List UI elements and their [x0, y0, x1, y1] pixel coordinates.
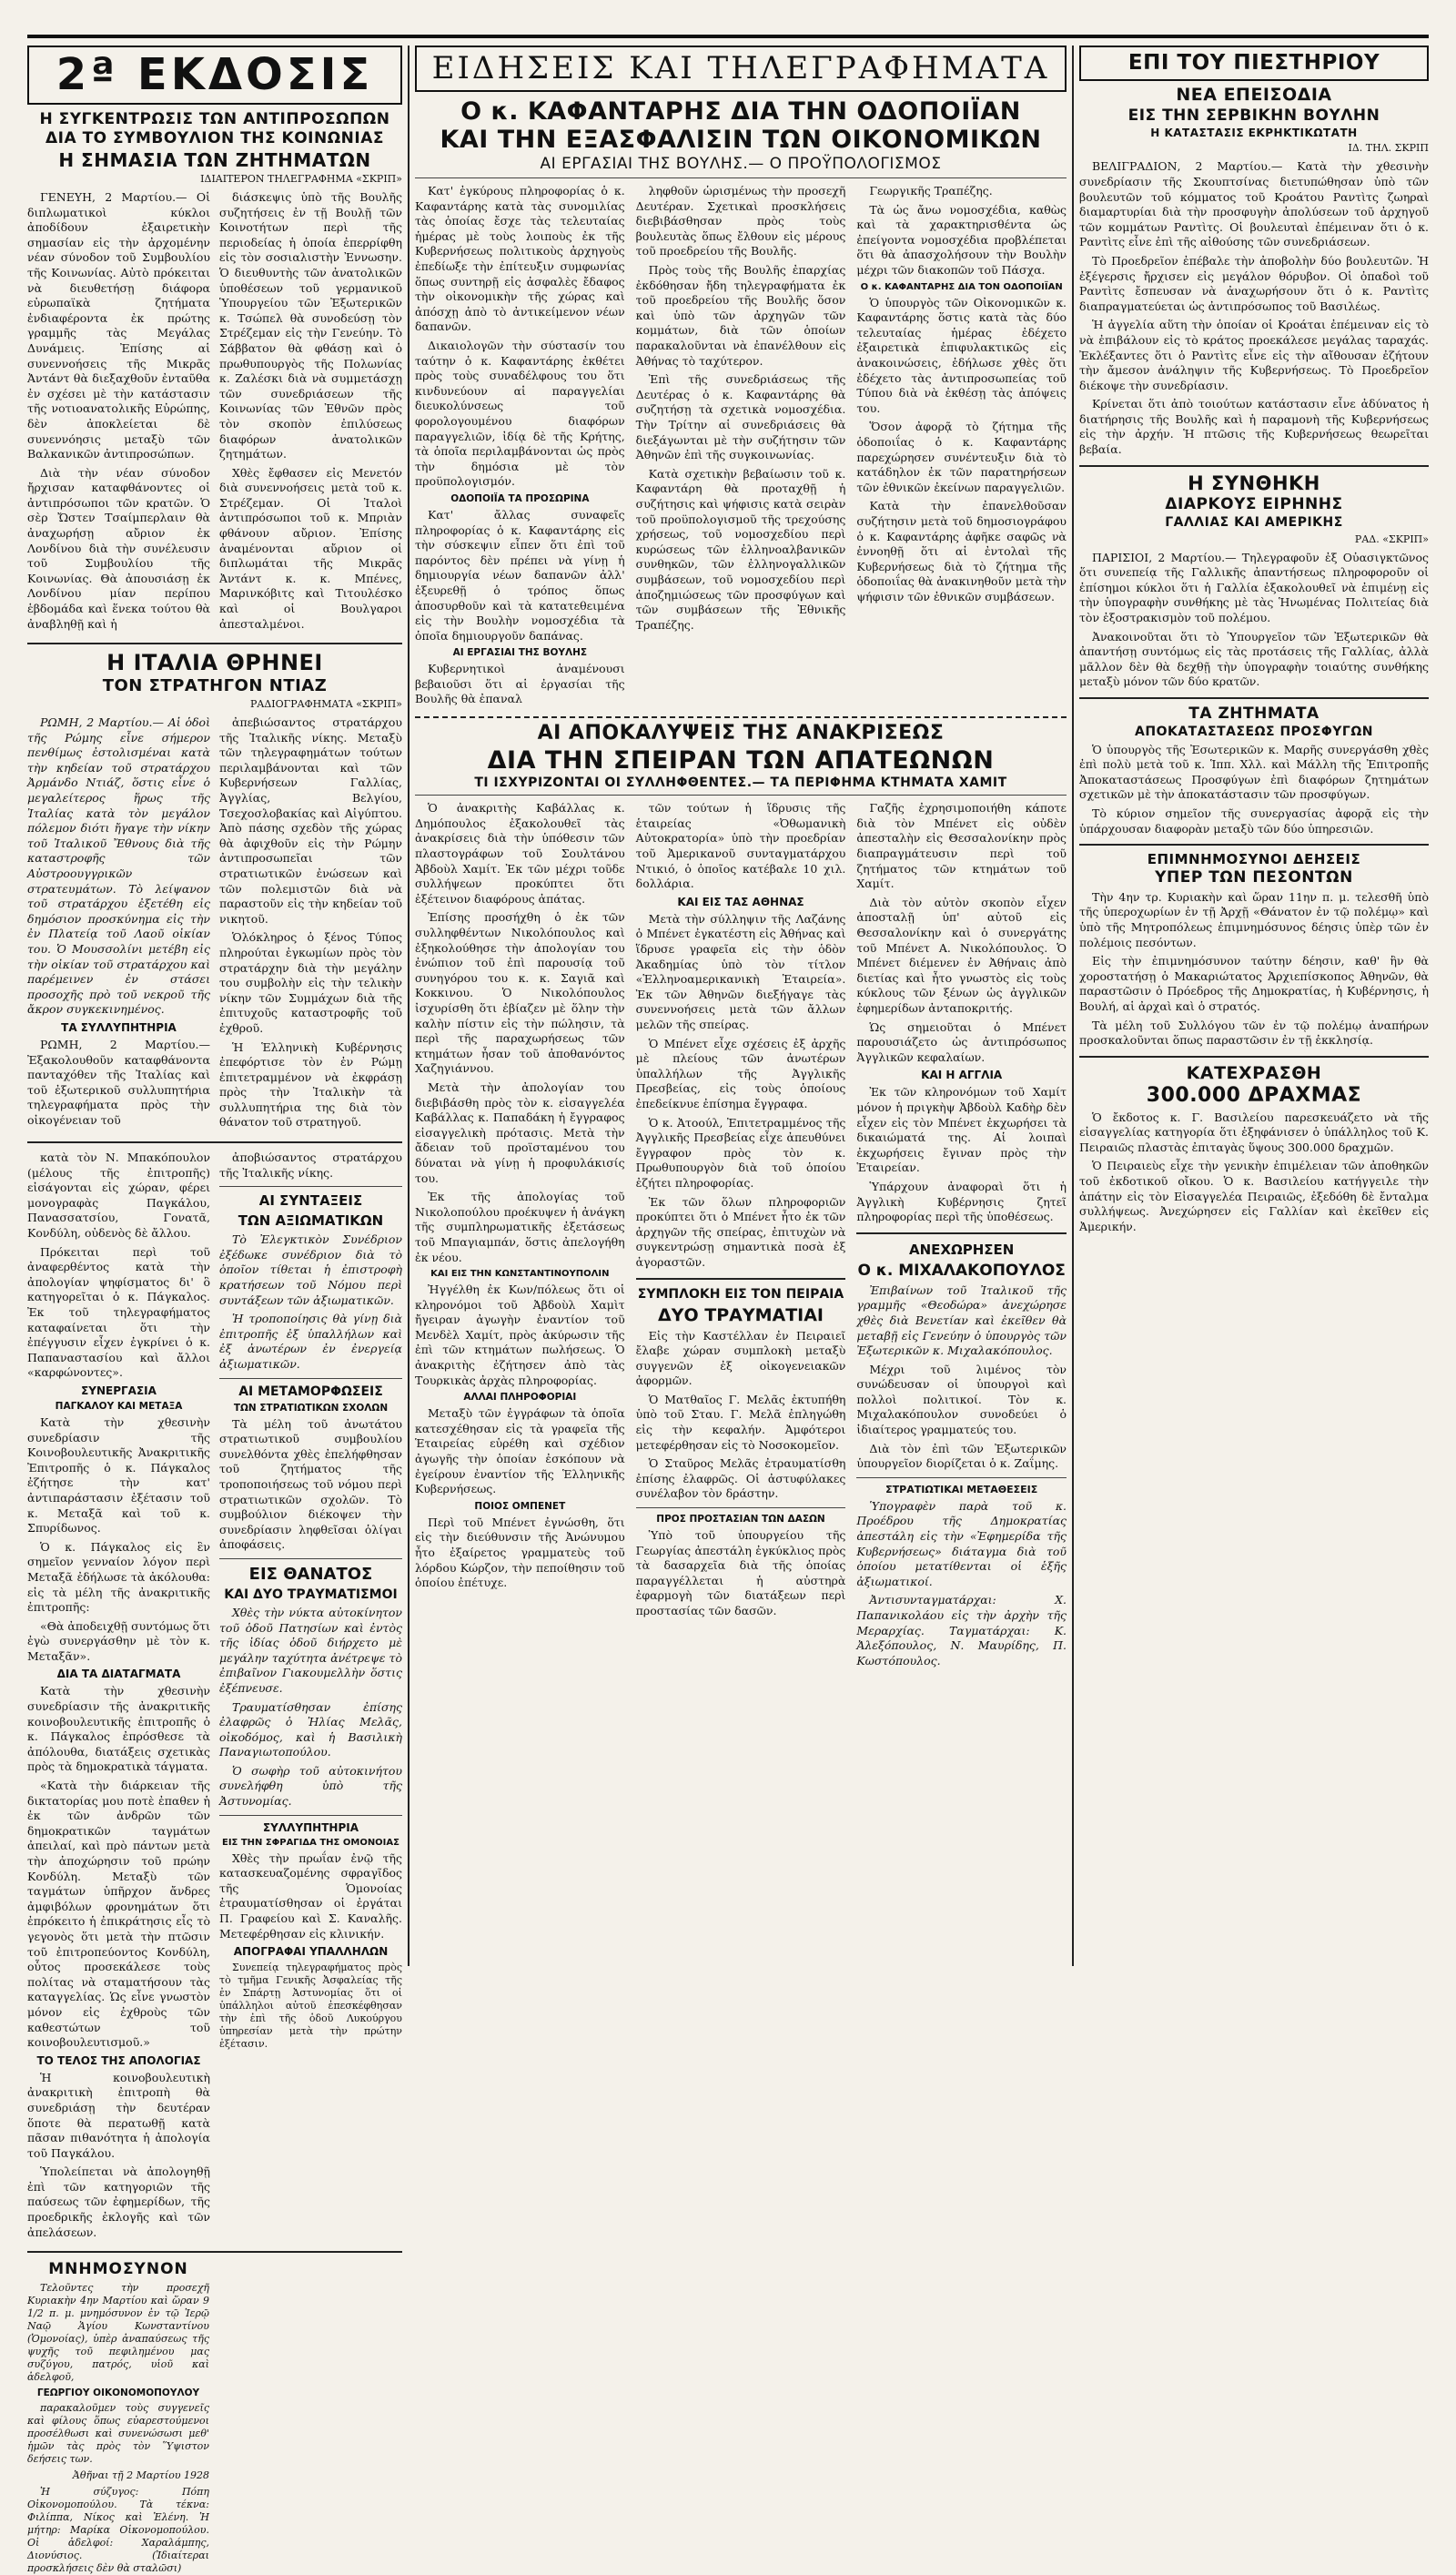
article-paragraph: Χθὲς τὴν πρωΐαν ἐνῷ τῆς κατασκευαζομένης σφραγῖδος τῆς Ὁμονοίας ἐτραυματίσθησαν οἱ ἐργάται Π. Γραφείου καὶ Σ. Καναλῆς. Μετεφέρθησαν εἰς κλινικήν.	[219, 1850, 402, 1941]
article-paragraph: Ὁ Ματθαῖος Γ. Μελᾶς ἐκτυπήθη ὑπὸ τοῦ Σταυ. Γ. Μελᾶ ἐπληγώθη εἰς τὴν κεφαλήν. Ἀμφότεροι μετεφέρθησαν εἰς τὸ Νοσοκομεῖον.	[635, 1392, 846, 1452]
article-paragraph: Ὁ κ. Πάγκαλος εἰς ἓν σημεῖον γενναίον λόγον περὶ Μεταξᾶ ἐδήλωσε τὰ ἀκόλουθα: εἰς τὰ μέλη τῆς ἀνακριτικῆς ἐπιτροπῆς:	[27, 1539, 210, 1615]
article-headline: ΔΙΑΡΚΟΥΣ ΕΙΡΗΝΗΣ	[1165, 495, 1343, 514]
article-paragraph: «Κατὰ τὴν διάρκειαν τῆς δικτατορίας μου ποτὲ ἐπαθεν ἡ ἐκ τῶν ἀνδρῶν τῶν δημοκρατικῶν ταγμάτων ἀπειλαί, καὶ πρὸ πάντων μετὰ τὴν ἀποχώρησιν τοῦ πρώην Κονδύλη. Μεταξὺ τῶν ταγμάτων ὑπῆρχον ἄνδρες ἀμφιβόλων φρονημάτων ὅτι ἐπρόκειτο ἡ ἐπικράτησις εἶς τὸ γεγονὸς ὅτι μετὰ τὴν πτῶσιν τοῦ ἐπιτροπεύοντος Κονδύλη, οὗτος προσεκάλεσε τοὺς πολίτας νὰ σταματήσουν τὰς καταγγελίας. Ὡς εἶνε γνωστὸν μόνον εἰς ἐχθροὺς τῶν καθεστώτων τοῦ κοινοβουλευτισμοῦ.»	[27, 1779, 210, 2050]
section-rule	[219, 1558, 402, 1559]
article-paragraph: Ἐπιβαίνων τοῦ Ἰταλικοῦ τῆς γραμμῆς «Θεοδώρα» ἀνεχώρησε χθὲς διὰ Βενετίαν καὶ ἐκεῖθεν θὰ μεταβῇ εἰς Γενεύην ὁ ὑπουργὸς τῶν Ἐξωτερικῶν κ. Μιχαλακόπουλος.	[856, 1282, 1067, 1358]
section-rule	[415, 716, 1067, 718]
article-paragraph: ΒΕΛΙΓΡΑΔΙΟΝ, 2 Μαρτίου.— Κατὰ τὴν χθεσινὴν συνεδρίασιν τῆς Σκουπτσίνας διετυπώθησαν ὑπὸ τῶν βουλευτῶν τοῦ κόμματος τοῦ Κροάτου Ραντὶτς ζωηραὶ διαμαρτυρίαι διὰ τὴν προσφυγὴν ἀπολύσεων τοῦ ἀρχηγοῦ τῶν κομμάτων Ραντὶτς. Οἱ βουλευταὶ ἐπέμειναν ὅτι ὁ κ. Ραντὶτς εἶνε ἐπὶ τῆς αἰθούσης τῶν συνεδριάσεων.	[1079, 159, 1429, 249]
article-paragraph: Μέχρι τοῦ λιμένος τὸν συνώδευσαν οἱ ὑπουργοὶ καὶ πολλοὶ πολιτικοί. Τὸν κ. Μιχαλακόπουλον συνοδεύει ὁ ἰδιαίτερος γραμματεύς του.	[856, 1362, 1067, 1437]
article-headline: ΔΙΑ ΤΗΝ ΣΠΕΙΡΑΝ ΤΩΝ ΑΠΑΤΕΩΝΩΝ	[487, 745, 995, 775]
article-paragraph: Τραυματίσθησαν ἐπίσης ἐλαφρῶς ὁ Ἠλίας Μελᾶς, οἰκοδόμος, καὶ ἡ Βασιλικὴ Παναγιωτοπούλου.	[219, 1699, 402, 1759]
article-paragraph: Γαζῆς ἐχρησιμοποιήθη κάποτε διὰ τὸν Μπένετ εἰς οὐδὲν ἀπεσταλὴν εἰς Θεσσαλονίκην πρὸς διαπραγμάτευσιν περὶ τοῦ ζητήματος τῶν κτημάτων τοῦ Χαμίτ.	[856, 801, 1067, 891]
article-paragraph: ἀποβιώσαντος στρατάρχου τῆς Ἰταλικῆς νίκης.	[219, 1151, 402, 1180]
dateline: ΙΔ. ΤΗΛ. ΣΚΡΙΠ	[1348, 142, 1429, 155]
subheading: ΚΑΙ Η ΑΓΓΛΙΑ	[921, 1069, 1003, 1082]
article-paragraph: Ἐκ τῆς ἀπολογίας τοῦ Νικολοπούλου προέκυψεν ἡ ἀνάγκη τῆς συμπληρωματικῆς ἐξετάσεως τοῦ Μπαγιαμπάν, ὅστις ἀπελογήθη ἐκ νέου.	[415, 1190, 625, 1264]
dateline: ΙΔΙΑΙΤΕΡΟΝ ΤΗΛΕΓΡΑΦΗΜΑ «ΣΚΡΙΠ»	[200, 173, 402, 185]
article-headline: ΤΩΝ ΑΞΙΩΜΑΤΙΚΩΝ	[238, 1212, 384, 1230]
article-paragraph: Ἠγγέλθη ἐκ Κων/πόλεως ὅτι οἱ κληρονόμοι τοῦ Ἀβδοὺλ Χαμὶτ ἤγειραν ἀγωγὴν ἐναντίον τοῦ Μενδὲλ Χαμίτ, πρὸς ἀκύρωσιν τῆς ἐπὶ τῶν κτημάτων πωλήσεως. Ὁ ἀνακριτὴς ἐζήτησεν ἀπὸ τὰς Τουρκικὰς ἀρχὰς πληροφορίας.	[415, 1282, 625, 1387]
edition-banner: 2ª ΕΚΔΟΣΙΣ	[56, 49, 374, 100]
article-paragraph: Κατ' ἐγκύρους πληροφορίας ὁ κ. Καφαντάρης κατὰ τὰς συνομιλίας τὰς ὁποίας ἔσχε τὰς τελευταίας ἡμέρας μὲ τοὺς λοιποὺς ἐκ τῆς Κυβερνήσεως πολιτικοὺς ἀρχηγοὺς ἐπεδίωξε τὴν ἐπίτευξιν συμφωνίας ὅπως συντηρῇ εἰς ἀσφαλὲς ἔδαφος τὴν οἰκονομικὴν τῆς χώρας καὶ ἀπόσχῃ ἀπὸ τὸ ἀντικείμενον νέων δαπανῶν.	[415, 184, 625, 334]
subheading: ΤΑ ΣΥΛΛΥΠΗΤΗΡΙΑ	[61, 1020, 177, 1034]
article-paragraph: Ὁ Μπένετ εἶχε σχέσεις ἐξ ἀρχῆς μὲ πλείους τῶν ἀνωτέρων ὑπαλλήλων τῆς Ἀγγλικῆς Πρεσβείας, εἰς τοὺς ὁποίους ἐπεδείκνυε ἐπίσημα ἔγγραφα.	[635, 1036, 846, 1110]
article-paragraph: Ὁ ἔκδοτος κ. Γ. Βασιλείου παρεσκευάζετο νὰ τῆς εἰσαγγελίας κατηγορία ὅτι ἐξηφάνισεν ὁ ὑπάλληλος τοῦ Κ. Πειραιῶς πλαστὰς ἐπιταγὰς ὕψους 300.000 δραχμῶν.	[1079, 1110, 1429, 1154]
right-column	[1079, 46, 1429, 1966]
article-headline: ΑΙ ΣΥΝΤΑΞΕΙΣ	[258, 1192, 363, 1210]
section-rule	[856, 1477, 1067, 1478]
press-box	[1079, 46, 1429, 81]
article-paragraph: Διὰ τὸν ἐπὶ τῶν Ἐξωτερικῶν ὑπουργεῖον διορίζεται ὁ κ. Ζαΐμης.	[856, 1441, 1067, 1471]
article-paragraph: Ἀντισυνταγματάρχαι: Χ. Παπανικολάου εἰς τὴν ἀρχὴν τῆς Μεραρχίας. Ταγματάρχαι: Κ. Ἀλεξόπουλος, Ν. Μαυρίδης, Π. Κωστόπουλος.	[856, 1593, 1067, 1668]
memorial-title: ΜΝΗΜΟΣΥΝΟΝ	[48, 2260, 188, 2279]
article-paragraph: Ὑπάρχουν ἀναφοραὶ ὅτι ἡ Ἀγγλικὴ Κυβέρνησις ζητεῖ πληροφορίας περὶ τῆς ὑποθέσεως.	[856, 1179, 1067, 1224]
article-paragraph: Ἡ Ἑλληνικὴ Κυβέρνησις ἐπεφόρτισε τὸν ἐν Ρώμῃ ἐπιτετραμμένον νὰ ἐκφράσῃ πρὸς τὴν Ἰταλικὴν τὰ συλλυπητήρια της διὰ τὸν θάνατον τοῦ στρατηγοῦ.	[219, 1039, 402, 1130]
section-rule	[1079, 465, 1429, 467]
article-paragraph: Ἐπίσης προσήχθη ὁ ἐκ τῶν συλληφθέντων Νικολόπουλος καὶ ἐξηκολούθησε τὴν ἀπολογίαν του ἐνώπιον τοῦ ἐπὶ παρουσίᾳ τοῦ συνηγόρου του κ. κ. Σαγιᾶ καὶ Κοκκινου. Ὁ Νικολόπουλος ἰσχυρίσθη ὅτι ἐβίαζεν μὲ ὅλην τὴν καλὴν πίστιν εἰς τὴν πώλησιν, τὰ περὶ τῆς παραχωρήσεως τῶν κτημάτων ἦσαν τοῦ ἀποθανόντος Χαζηγιάννου.	[415, 910, 625, 1076]
article-paragraph: Τὸ Προεδρεῖον ἐπέβαλε τὴν ἀποβολὴν δύο βουλευτῶν. Ἡ ἐξέγερσις ἤρχισεν εἰς μεγάλον θόρυβον. Οἱ ὀπαδοὶ τοῦ Ραντὶτς ἔσπευσαν νὰ ἀναχωρήσουν ὅτι ὁ κ. Ραντὶτς διαπραγματεύεται ὡς ἀντιπρόσωπος τοῦ Βασιλέως.	[1079, 253, 1429, 313]
article-paragraph: «Θὰ ἀποδειχθῇ συντόμως ὅτι ἐγὼ συνεργάσθην μὲ τὸν κ. Μεταξᾶν».	[27, 1618, 210, 1663]
section-rule	[1079, 1056, 1429, 1058]
section-rule	[415, 795, 1067, 796]
article-paragraph: Ἐπὶ τῆς συνεδριάσεως τῆς Δευτέρας ὁ κ. Καφαντάρης θὰ συζητήσῃ τὰ σχετικὰ νομοσχέδια. Τὴν Τρίτην αἱ συνεδριάσεις θὰ διεξάγωνται μὲ τὴν συζήτησιν τῶν Ἀθηνῶν ἐπὶ τῆς συγκοινωνίας.	[635, 372, 846, 462]
article-paragraph: διάσκεψις ὑπὸ τῆς Βουλῆς συζητήσεις ἐν τῇ Βουλῇ τῶν Κοινοτήτων περὶ τῆς περιοδείας ἡ ὁποία ἐπερρίφθη εἰς τὸν σοσιαλιστὴν Ἐννωσην. Ὁ διευθυντὴς τῶν ἀνατολικῶν ὑποθέσεων τοῦ γερμανικοῦ Ὑπουργείου τῶν Ἐξωτερικῶν κ. Τσώπελ θὰ συνοδεύσῃ τὸν Στρέζεμαν εἰς τὴν Γενεύην. Τὸ Σάββατον θὰ φθάσῃ καὶ ὁ πρωθυπουργὸς τῆς Πολωνίας κ. Ζαλέσκι διὰ νὰ συμμετάσχῃ τῶν συνεδριάσεων τῆς Κοινωνίας τῶν Ἐθνῶν πρὸς τὸν σκοπὸν ἐπιλύσεως διαφόρων ἀνατολικῶν ζητημάτων.	[219, 190, 402, 461]
article-headline: ΣΥΜΠΛΟΚΗ ΕΙΣ ΤΟΝ ΠΕΙΡΑΙΑ	[637, 1286, 844, 1302]
article-headline: Ο κ. ΚΑΦΑΝΤΑΡΗΣ ΔΙΑ ΤΗΝ ΟΔΟΠΟΙΪΑΝ	[460, 96, 1021, 126]
article-paragraph: ἀπεβιώσαντος στρατάρχου τῆς Ἰταλικῆς νίκης. Μεταξὺ τῶν τηλεγραφημάτων τούτων περιλαμβάνονται καὶ τῶν Κυβερνήσεων Γαλλίας, Ἀγγλίας, Βελγίου, Τσεχοσλοβακίας καὶ Αἰγύπτου. Ἀπὸ πάσης σχεδὸν τῆς χώρας θὰ ἀφιχθοῦν εἰς τὴν Ρώμην ἀντιπροσωπεῖαι τῶν στρατιωτικῶν ἐνώσεων καὶ τῶν πολεμιστῶν διὰ νὰ παραστοῦν εἰς τὴν κηδείαν τοῦ νικητοῦ.	[219, 715, 402, 926]
article-paragraph: τῶν τούτων ἡ ἵδρυσις τῆς ἑταιρείας «Ὀθωμανικὴ Αὐτοκρατορία» ὑπὸ τὴν προεδρίαν τοῦ Ἀμερικανοῦ συνταγματάρχου Ντικιό, ὁ ὁποῖος κατέβαλε 10 χιλ. δολλάρια.	[635, 801, 846, 891]
article-paragraph: Ὑπὸ τοῦ ὑπουργείου τῆς Γεωργίας ἀπεστάλη ἐγκύκλιος πρὸς τὰ δασαρχεῖα διὰ τῆς ὁποίας παραγγέλλεται ἡ αὐστηρὰ ἐφαρμογὴ τῶν διατάξεων περὶ προστασίας τῶν δασῶν.	[635, 1528, 846, 1618]
article-headline: ΕΙΣ ΘΑΝΑΤΟΣ	[248, 1564, 373, 1584]
article-paragraph: Πρὸς τοὺς τῆς Βουλῆς ἐπαρχίας ἐκδόθησαν ἤδη τηλεγραφήματα ἐκ τοῦ προεδρείου τῆς Βουλῆς ὅσον καὶ ὑπὸ τῶν ἀρχηγῶν τῶν κομμάτων, διὰ τῶν ὁποίων παρακαλοῦνται νὰ ἐπανέλθουν εἰς Ἀθήνας τὸ ταχύτερον.	[635, 263, 846, 368]
subheading: ΕΙΣ ΤΗΝ ΣΦΡΑΓΙΔΑ ΤΗΣ ΟΜΟΝΟΙΑΣ	[222, 1837, 399, 1848]
article-paragraph: Εἰς τὴν ἐπιμνημόσυνον ταύτην δέησιν, καθ' ἣν θὰ χοροστατήσῃ ὁ Μακαριώτατος Ἀρχιεπίσκοπος Ἀθηνῶν, θὰ παραστῶσιν ὁ Πρόεδρος τῆς Δημοκρατίας, ἡ Κυβέρνησις, ἡ Βουλή, αἱ ἀρχαὶ καὶ ὁ στρατός.	[1079, 954, 1429, 1013]
article-paragraph: Χθὲς τὴν νύκτα αὐτοκίνητον τοῦ ὁδοῦ Πατησίων καὶ ἐντὸς τῆς ἰδίας ὁδοῦ διήρχετο μὲ μεγάλην ταχύτητα ἀνέτρεψε τὸ ἐπιβαῖνον Γιακουμελλὴν ὅστις ἐξέπνευσε.	[219, 1605, 402, 1695]
article-paragraph: Μετὰ τὴν σύλληψιν τῆς Λαζάνης ὁ Μπένετ ἐγκατέστη εἰς Ἀθήνας καὶ ἵδρυσε γραφεῖα εἰς τὴν ὁδὸν Ἀκαδημίας ὑπὸ τὸν τίτλον «Ἑλληνοαμερικανικὴ Ἑταιρεία». Ἐκ τῶν Ἀθηνῶν διεξήγαγε τὰς συνεννοήσεις μετὰ τῶν ἄλλων μελῶν τῆς σπείρας.	[635, 911, 846, 1032]
memorial-paragraph: Ἡ σύζυγος: Πόπη Οἰκονομοπούλου. Τὰ τέκνα: Φιλίππα, Νίκος καὶ Ἑλένη. Ἡ μήτηρ: Μαρίκα Οἰκονομοπούλου. Οἱ ἀδελφοί: Χαραλάμπης, Διονύσιος. (Ἰδιαίτεραι προσκλήσεις δὲν θὰ σταλῶσι)	[27, 2486, 209, 2575]
article-paragraph: Κατὰ τὴν χθεσινὴν συνεδρίασιν τῆς Κοινοβουλευτικῆς Ἀνακριτικῆς Ἐπιτροπῆς ὁ κ. Πάγκαλος ἐζήτησε τὴν κατ' ἀντιπαράστασιν ἐξέτασιν τοῦ κ. Μεταξᾶ καὶ τοῦ κ. Σπυρίδωνος.	[27, 1414, 210, 1536]
article-headline: ΕΠΙ ΤΟΥ ΠΙΕΣΤΗΡΙΟΥ	[1127, 51, 1380, 75]
article-paragraph: Ὅσον ἀφορᾷ τὸ ζήτημα τῆς ὁδοποιΐας ὁ κ. Καφαντάρης παρεχώρησεν συνέντευξιν διὰ τὸ κατάδηλον ἐκ τῶν παρατηρήσεων τῶν ἐθνικῶν ἐκείνων παραγγελιῶν.	[856, 420, 1067, 494]
article-paragraph: Τὸ Ἐλεγκτικὸν Συνέδριον ἐξέδωκε συνέδριον διὰ τὸ ὁποῖον τίθεται ἡ ἐπιστροφὴ κρατήσεων τοῦ Νόμου περὶ συντάξεων τῶν ἀξιωματικῶν.	[219, 1232, 402, 1307]
left-column	[27, 46, 402, 2575]
article-headline: Η ΚΑΤΑΣΤΑΣΙΣ ΕΚΡΗΚΤΙΚΩΤΑΤΗ	[1150, 127, 1358, 140]
edition-banner-box	[27, 46, 402, 105]
article-paragraph: Χθὲς ἔφθασεν εἰς Μενετόν διὰ συνεννοήσεις μετὰ τοῦ κ. Στρέζεμαν. Οἱ Ἰταλοὶ ἀντιπρόσωποι τοῦ κ. Μπριὰν φθάνουν αὔριον. Ἐπίσης ἀναμένονται αὔριον οἱ διπλωμάται τῆς Μικρᾶς Ἀντάντ κ. κ. Μπένες, Μαρινκόβιτς καὶ Τιτουλέσκο καὶ οἱ Βουλγαροι ἀπεσταλμένοι.	[219, 465, 402, 631]
subheading: ΤΩΝ ΣΤΡΑΤΙΩΤΙΚΩΝ ΣΧΟΛΩΝ	[233, 1402, 389, 1414]
article-paragraph: Ἡ τροποποίησις θὰ γίνῃ διὰ ἐπιτροπῆς ἐξ ὑπαλλήλων καὶ ἐξ ἀνωτέρων ἐν ἐνεργείᾳ ἀξιωματικῶν.	[219, 1312, 402, 1372]
article-paragraph: Τὰ μέλη τοῦ ἀνωτάτου στρατιωτικοῦ συμβουλίου συνελθόντα χθὲς ἐπελήφθησαν τοῦ ζητήματος τῆς τροποποιήσεως τοῦ νόμου περὶ στρατιωτικῶν σχολῶν. Τὸ συμβούλιον διέκοψεν τὴν συνεδρίασιν ληφθεῖσαι ὁλίγαι ἀποφάσεις.	[219, 1416, 402, 1552]
subheading: ΚΑΙ ΕΙΣ ΤΗΝ ΚΩΝΣΤΑΝΤΙΝΟΥΠΟΛΙΝ	[430, 1269, 610, 1280]
article-paragraph: Κατὰ τὴν χθεσινὴν συνεδρίασιν τῆς ἀνακριτικῆς κοινοβουλευτικῆς ἐπιτροπῆς ὁ κ. Πάγκαλος ἐπρόσθεσε τὰ ἀπόλουθα, διατάξεις σχετικὰς πρὸς τὰ δημοκρατικὰ τάγματα.	[27, 1684, 210, 1774]
section-rule	[27, 1141, 402, 1143]
subheading: ΠΑΓΚΑΛΟΥ ΚΑΙ ΜΕΤΑΞΑ	[55, 1400, 183, 1412]
dateline: ΡΑΔΙΟΓΡΑΦΗΜΑΤΑ «ΣΚΡΙΠ»	[249, 698, 402, 711]
article-headline: Η ΣΗΜΑΣΙΑ ΤΩΝ ΖΗΤΗΜΑΤΩΝ	[58, 148, 371, 171]
article-paragraph: Ὁ κ. Ἀτοούλ, Ἐπιτετραμμένος τῆς Ἀγγλικῆς Πρεσβείας εἶχε ἀπευθύνει ἔγγραφον πρὸς τὸν κ. Πρωθυπουργὸν διὰ τοῦ ὁποίου ἐζήτει πληροφορίας.	[635, 1115, 846, 1190]
article-headline: ΑΙ ΜΕΤΑΜΟΡΦΩΣΕΙΣ	[238, 1384, 383, 1399]
article-paragraph: Δικαιολογῶν τὴν σύστασίν του ταύτην ὁ κ. Καφαντάρης ἐκθέτει πρὸς τοὺς συναδέλφους του ὅτι κινδυνεύουν αἱ παραγγελίαι διευκολύνσεως τοῦ φορολογουμένου διαφόρων παραγγελιῶν, ἰδίᾳ δὲ τῆς Κρήτης, τὰ ὁποῖα περιλαμβάνονται ὡς πρὸς τὴν δημόσια μὲ τὸν προϋπολογισμόν.	[415, 339, 625, 489]
article-paragraph: Κρίνεται ὅτι ἀπὸ τοιούτων κατάστασιν εἶνε ἀδύνατος ἡ διατήρησις τῆς Βουλῆς καὶ ἡ παραμονὴ τῆς Κυβερνήσεως εἰς τὴν ἀρχήν. Ἡ πτῶσις τῆς Κυβερνήσεως θεωρεῖται βεβαία.	[1079, 397, 1429, 457]
article-paragraph: Τὰ ὡς ἄνω νομοσχέδια, καθὼς καὶ τὰ χαρακτηρισθέντα ὡς ἐπείγοντα νομοσχέδια προβλέπεται ὅτι θὰ ἀπασχολήσουν τὴν Βουλὴν μέχρι τῶν διακοπῶν τοῦ Πάσχα.	[856, 202, 1067, 278]
top-rule	[27, 35, 1429, 38]
article-paragraph: ΓΕΝΕΥΗ, 2 Μαρτίου.— Οἱ διπλωματικοὶ κύκλοι ἀποδίδουν ἐξαιρετικὴν σημασίαν εἰς τὴν ἀρχομένην νέαν σύνοδον τοῦ Συμβουλίου τῆς Κοινωνίας. Αὐτὸ πρόκειται νὰ διευθετήσῃ διάφορα εὐρωπαϊκὰ ζητήματα ἐνδιαφέροντα ἐκ πρώτης γραμμῆς τὰς Μεγάλας Δυνάμεις. Ἐπίσης αἱ συνεννοήσεις τῆς Μικρᾶς Ἀντάντ θὰ διεξαχθοῦν ἐνταῦθα ἐν σχέσει μὲ τὴν κατάστασιν τῆς νοτιοανατολικῆς Εὐρώπης, δὲν ἀποκλείεται δὲ συνεννόησις μεταξὺ τῶν Βαλκανικῶν ἀντιπροσώπων.	[27, 190, 210, 461]
article-paragraph: Συνεπείᾳ τηλεγραφήματος πρὸς τὸ τμῆμα Γενικῆς Ἀσφαλείας τῆς ἐν Σπάρτῃ Ἀστυνομίας ὅτι οἱ ὑπάλληλοι αὐτοῦ ἐπεσκέφθησαν τὴν ἐπὶ τῆς ὁδοῦ Λυκούργου ὑπηρεσίαν μετὰ τὴν πρώτην ἐξέτασιν.	[219, 1962, 402, 2051]
article-headline: ΑΙ ΕΡΓΑΣΙΑΙ ΤΗΣ ΒΟΥΛΗΣ.— Ο ΠΡΟΫΠΟΛΟΓΙΣΜΟΣ	[540, 154, 942, 173]
article-paragraph: Ὁ Σταῦρος Μελᾶς ἐτραυματίσθη ἐπίσης ἐλαφρῶς. Οἱ ἀστυφύλακες συνέλαβον τὸν δράστην.	[635, 1456, 846, 1501]
article-paragraph: Ὁ Πειραιεὺς εἶχε τὴν γενικὴν ἐπιμέλειαν τῶν ἀποθηκῶν τοῦ ἐκδοτικοῦ οἴκου. Ὁ κ. Βασιλείου κατήγγειλε τὴν ἀπάτην εἰς τὸν Εἰσαγγελέα Πειραιῶς, ἐξεδόθη δὲ ἔνταλμα συλλήψεως. Ἀνεχώρησεν εἰς Γαλλίαν καὶ ἐκεῖθεν εἰς Ἀμερικήν.	[1079, 1159, 1429, 1233]
main-banner-box	[415, 46, 1067, 92]
article-paragraph: κατὰ τὸν Ν. Μπακόπουλον (μέλους τῆς ἐπιτροπῆς) εἰσάγονται εἰς χώραν, φέρει μονογραφὰς Παγκάλου, Πανασσατσίου, Γονατᾶ, Κονδύλη, οὐδενὸς δὲ ἄλλου.	[27, 1151, 210, 1241]
article-paragraph: Τὸ κύριον σημεῖον τῆς συνεργασίας ἀφορᾷ εἰς τὴν ὑπάρχουσαν διαφορὰν μεταξὺ τῶν δύο ὑπηρεσιῶν.	[1079, 806, 1429, 836]
article-headline: 300.000 ΔΡΑΧΜΑΣ	[1146, 1084, 1362, 1108]
article-headline: ΤΑ ΖΗΤΗΜΑΤΑ	[1188, 705, 1320, 724]
center-column	[415, 46, 1067, 1966]
article-headline: ΕΙΣ ΤΗΝ ΣΕΡΒΙΚΗΝ ΒΟΥΛΗΝ	[1127, 106, 1380, 125]
memorial-paragraph: Τελοῦντες τὴν προσεχῆ Κυριακὴν 4ην Μαρτίου καὶ ὥραν 9 1/2 π. μ. μνημόσυνον ἐν τῷ Ἱερῷ Ναῷ Ἁγίου Κωνσταντίνου (Ὁμονοίας), ὑπὲρ ἀναπαύσεως τῆς ψυχῆς τοῦ πεφιλημένου μας συζύγου, πατρός, υἱοῦ καὶ ἀδελφοῦ,	[27, 2282, 209, 2384]
article-headline: ΤΙ ΙΣΧΥΡΙΖΟΝΤΑΙ ΟΙ ΣΥΛΛΗΦΘΕΝΤΕΣ.— ΤΑ ΠΕΡΙΦΗΜΑ ΚΤΗΜΑΤΑ ΧΑΜΙΤ	[474, 776, 1007, 791]
section-rule	[219, 1186, 402, 1187]
article-paragraph: Πρόκειται περὶ τοῦ ἀναφερθέντος κατὰ τὴν ἀπολογίαν ψηφίσματος δι' ὃ κατηγορεῖται ὁ κ. Πάγκαλος. Ἐκ τοῦ τηλεγραφήματος καταφαίνεται ὅτι τὴν ἐπέγγυσιν εἶχεν ἐγκρίνει ὁ κ. Παπαναστασίου καὶ ἄλλοι «καρφώνοντες».	[27, 1244, 210, 1380]
section-rule	[219, 1815, 402, 1816]
article-paragraph: Γεωργικῆς Τραπέζης.	[869, 184, 993, 198]
subheading: ΑΠΟΓΡΑΦΑΙ ΥΠΑΛΛΗΛΩΝ	[233, 1945, 389, 1959]
article-headline: ΔΙΑ ΤΟ ΣΥΜΒΟΥΛΙΟΝ ΤΗΣ ΚΟΙΝΩΝΙΑΣ	[46, 129, 384, 148]
article-paragraph: Περὶ τοῦ Μπένετ ἐγνώσθη, ὅτι εἰς τὴν διεύθυνσιν τῆς Ἀνώνυμου ἦτο ἐξαίρετος γραμματεὺς τοῦ λόρδου Κώρζον, τὴν πεποίθησιν τοῦ ὁποίου ἐπέτυχε.	[415, 1515, 625, 1590]
article-paragraph: Κυβερνητικοὶ ἀναμένουσι βεβαιοῦσι ὅτι αἱ ἐργασίαι τῆς Βουλῆς θὰ ἐπαναλ	[415, 662, 625, 706]
subheading: ΠΡΟΣ ΠΡΟΣΤΑΣΙΑΝ ΤΩΝ ΔΑΣΩΝ	[656, 1514, 825, 1526]
subheading: ΣΥΝΕΡΓΑΣΙΑ	[81, 1384, 157, 1397]
subheading: ΣΥΛΛΥΠΗΤΗΡΙΑ	[262, 1820, 359, 1834]
article-paragraph: Τὴν 4ην τρ. Κυριακὴν καὶ ὥραν 11ην π. μ. τελεσθῆ ὑπὸ τῆς ὑπεροχωρίων ἐν τῇ Ἀρχῇ «Θάνατον ἐν τῷ πολέμῳ» καὶ ὑπὸ τῆς Μητροπόλεως ἐπιμνημόσυνος δέησις ὑπὲρ τῶν ἐν πολέμοις πεσόντων.	[1079, 889, 1429, 949]
article-paragraph: Μετὰ τὴν ἀπολογίαν του διεβιβάσθη πρὸς τὸν κ. εἰσαγγελέα Καβάλλας κ. Παπαδάκη ἡ ἔγγραφος εἰσαγγελικὴ πρότασις. Μετὰ τὴν ἄδειαν τοῦ προϊσταμένου του δύναται νὰ γίνῃ ἡ προφυλάκισίς του.	[415, 1080, 625, 1185]
article-headline: Ο κ. ΜΙΧΑΛΑΚΟΠΟΥΛΟΣ	[857, 1261, 1066, 1280]
article-headline: ΤΟΝ ΣΤΡΑΤΗΓΟΝ ΝΤΙΑΖ	[102, 675, 328, 695]
article-paragraph: ληφθοῦν ὡρισμένως τὴν προσεχῆ Δευτέραν. Σχετικαὶ προσκλήσεις διεβιβάσθησαν πρὸς τοὺς βουλευτὰς ὅπως ἔλθουν εἰς μέρους τοῦ προεδρείου τῆς Βουλῆς.	[635, 184, 846, 259]
section-rule	[27, 643, 402, 644]
article-paragraph: Ὁ ὑπουργὸς τῶν Οἰκονομικῶν κ. Καφαντάρης ὅστις κατὰ τὰς δύο τελευταίας ἡμέρας ἐδέχετο ἐξαιρετικὰ ἐπιφυλακτικῶς εἰς ἀνακοινώσεις, ἐδήλωσε χθὲς ὅτι ἐδέχετο τὰς ἀντιπροσωπείας τοῦ Τύπου διὰ νὰ ἐκθέσῃ τὰς ἀπόψεις του.	[856, 295, 1067, 415]
article-headline: ΚΑΙ ΔΥΟ ΤΡΑΥΜΑΤΙΣΜΟΙ	[224, 1587, 398, 1602]
article-headline: ΥΠΕΡ ΤΩΝ ΠΕΣΟΝΤΩΝ	[1155, 868, 1353, 887]
article-headline: ΕΠΙΜΝΗΜΟΣΥΝΟΙ ΔΕΗΣΕΙΣ	[1147, 851, 1361, 868]
article-paragraph: Κατὰ σχετικὴν βεβαίωσιν τοῦ κ. Καφαντάρη θὰ προταχθῇ ἡ συζήτησις καὶ ψήφισις κατὰ σειρὰν τοῦ προϋπολογισμοῦ τῆς τρεχούσης χρήσεως, τοῦ νομοσχεδίου περὶ κυρώσεως τῶν ἐλληνοαλβανικῶν συνθηκῶν, τῶν ἐλληνογαλλικῶν συμβάσεων, τοῦ νομοσχεδίου περὶ ἀποζημιώσεως τῶν προσφύγων καὶ τῶν συμβάσεων τῆς Ἐθνικῆς Τραπέζης.	[635, 466, 846, 632]
article-headline: ΔΥΟ ΤΡΑΥΜΑΤΙΑΙ	[658, 1304, 824, 1325]
section-rule	[219, 1378, 402, 1379]
article-paragraph: Διὰ τὸν αὐτὸν σκοπὸν εἶχεν ἀποσταλῇ ὑπ' αὐτοῦ εἰς Θεσσαλονίκην καὶ ὁ συνεργάτης τοῦ Μπένετ Α. Νικολόπουλος. Ὁ Μπένετ διέμενεν ἐν Ἀθήναις ἀπὸ διετίας καὶ ἦτο γνωστὸς εἰς τοὺς κύκλους τῶν ξένων ὡς ἀγγλικῶν ἐφημερίδων ἀνταποκριτής.	[856, 895, 1067, 1016]
article-headline: ΚΑΤΕΧΡΑΣΘΗ	[1186, 1062, 1322, 1083]
subheading: ΤΟ ΤΕΛΟΣ ΤΗΣ ΑΠΟΛΟΓΙΑΣ	[36, 2053, 201, 2067]
article-paragraph: Μεταξὺ τῶν ἐγγράφων τὰ ὁποῖα κατεσχέθησαν εἰς τὰ γραφεῖα τῆς Ἑταιρείας εὑρέθη καὶ σχέδιον ἀγωγῆς τὴν ὁποίαν ἐσκόπουν νὰ ἐγείρουν ἐναντίον τῆς Ἑλληνικῆς Κυβερνήσεως.	[415, 1406, 625, 1496]
subheading: Ο κ. ΚΑΦΑΝΤΑΡΗΣ ΔΙΑ ΤΟΝ ΟΔΟΠΟΙΪΑΝ	[860, 281, 1063, 292]
article-paragraph: Ὁ ἀνακριτὴς Καβάλλας κ. Δημόπουλος ἐξακολουθεῖ τὰς ἀνακρίσεις διὰ τὴν ὑπόθεσιν τῶν πλαστογράφων τοῦ Σουλτάνου Ἀβδοὺλ Χαμίτ. Ἐκ τῶν μέχρι τοῦδε συλλήψεων προκύπτει ὅτι ἐξέτεινον διαφόρους ἀπάτας.	[415, 801, 625, 906]
article-paragraph: Ὁ ὑπουργὸς τῆς Ἐσωτερικῶν κ. Μαρῆς συνεργάσθη χθὲς ἐπὶ πολὺ μετὰ τοῦ κ. Ἱππ. Χλλ. καὶ Μάλλη τῆς Ἐπιτροπῆς Ἀποκαταστάσεως Προσφύγων ἐπὶ διαφόρων ζητημάτων σχετικῶν μὲ τὴν ἀποκατάστασιν τῶν προσφύγων.	[1079, 742, 1429, 802]
article-paragraph: Ἡ κοινοβουλευτικὴ ἀνακριτικὴ ἐπιτροπὴ θὰ συνεδριάσῃ τὴν δευτέραν ὅποτε θὰ περατωθῇ κατὰ πᾶσαν πιθανότητα ἡ ἀπολογία τοῦ Παγκάλου.	[27, 2070, 210, 2160]
subheading: ΑΛΛΑΙ ΠΛΗΡΟΦΟΡΙΑΙ	[463, 1392, 577, 1404]
subheading: ΣΤΡΑΤΙΩΤΙΚΑΙ ΜΕΤΑΘΕΣΕΙΣ	[885, 1483, 1038, 1495]
article-paragraph: Εἰς τὴν Καστέλλαν ἐν Πειραιεῖ ἔλαβε χώραν συμπλοκὴ μεταξὺ συγγενῶν ἐξ οἰκογενειακῶν ἀφορμῶν.	[635, 1328, 846, 1388]
column-separator	[408, 46, 410, 1966]
subheading: ΟΔΟΠΟΙΪΑ ΤΑ ΠΡΟΣΩΡΙΝΑ	[450, 492, 590, 504]
subheading: ΔΙΑ ΤΑ ΔΙΑΤΑΓΜΑΤΑ	[56, 1668, 181, 1681]
article-headline: ΚΑΙ ΤΗΝ ΕΞΑΣΦΑΛΙΣΙΝ ΤΩΝ ΟΙΚΟΝΟΜΙΚΩΝ	[440, 126, 1042, 155]
article-headline: Η ΣΥΝΘΗΚΗ	[1188, 471, 1320, 494]
article-paragraph: ΡΩΜΗ, 2 Μαρτίου.— Αἱ ὁδοὶ τῆς Ρώμης εἶνε σήμερον πενθίμως ἐστολισμέναι κατὰ τὴν κηδείαν τοῦ στρατάρχου Ἀρμάνδο Ντιάζ, ὅστις εἶνε ὁ μεγαλείτερος ἥρως τῆς Ἰταλίας κατὰ τὸν μεγάλον πόλεμον διότι ἤγαγε τὴν νίκην τοῦ Ἰταλικοῦ Ἔθνους διὰ τῆς καταστροφῆς τῶν Αὐστροουγγρικῶν στρατευμάτων. Τὸ λείψανον τοῦ στρατάρχου ἐξετέθη εἰς δημόσιον προσκύνημα εἰς τὴν ἐν Πλατείᾳ τοῦ Λαοῦ οἰκίαν του. Ὁ Μουσσολίνι μετέβη εἰς τὴν οἰκίαν τοῦ στρατάρχου καὶ παρέμεινεν ἐν στάσει προσοχῆς πρὸ τοῦ νεκροῦ τῆς ἄκρον συγκεκινημένος.	[27, 715, 210, 1017]
dateline: ΡΑΔ. «ΣΚΡΙΠ»	[1354, 532, 1429, 545]
section-rule	[636, 1278, 846, 1280]
article-headline: ΑΙ ΑΠΟΚΑΛΥΨΕΙΣ ΤΗΣ ΑΝΑΚΡΙΣΕΩΣ	[537, 722, 945, 745]
article-paragraph: ΡΩΜΗ, 2 Μαρτίου.— Ἐξακολουθοῦν καταφθάνοντα πανταχόθεν τῆς Ἰταλίας καὶ τοῦ ἐξωτερικοῦ συλλυπητήρια τηλεγραφήματα πρὸς τὴν οἰκογένειαν τοῦ	[27, 1037, 210, 1127]
section-rule	[415, 177, 1067, 178]
article-paragraph: Ὑπολείπεται νὰ ἀπολογηθῇ ἐπὶ τῶν κατηγοριῶν τῆς παύσεως τῶν ἐφημερίδων, τῆς προεδρικῆς ἐκλογῆς καὶ τῶν ἀπελάσεων.	[27, 2164, 210, 2239]
main-banner: ΕΙΔΗΣΕΙΣ ΚΑΙ ΤΗΛΕΓΡΑΦΗΜΑΤΑ	[431, 50, 1050, 86]
memorial-date: Ἀθῆναι τῇ 2 Μαρτίου 1928	[72, 2469, 209, 2482]
subheading: ΚΑΙ ΕΙΣ ΤΑΣ ΑΘΗΝΑΣ	[677, 895, 804, 908]
article-headline: Η ΙΤΑΛΙΑ ΘΡΗΝΕΙ	[106, 650, 323, 676]
article-headline: ΑΝΕΧΩΡΗΣΕΝ	[909, 1241, 1015, 1258]
section-rule	[856, 1232, 1067, 1234]
article-paragraph: Διὰ τὴν νέαν σύνοδον ἤρχισαν καταφθάνοντες οἱ ἀντιπρόσωποι τῶν κρατῶν. Ὁ σὲρ Ὤστεν Τσαίμπερλαιν θὰ ἀναχωρήσῃ αὔριον ἐκ Λονδίνου διὰ τὴν συνέλευσιν τοῦ Συμβουλίου τῆς Κοινωνίας. Θὰ ἀπουσιάσῃ ἐκ Λονδίνου μίαν περίπου ἑβδομάδα καὶ ἕνεκα τούτου θὰ ἀναβληθῇ καὶ ἡ	[27, 465, 210, 631]
article-paragraph: Κατ' ἄλλας συναφεῖς πληροφορίας ὁ κ. Καφαντάρης εἰς τὴν σύσκεψιν εἶπεν ὅτι ἐπὶ τοῦ παρόντος δὲν πρέπει νὰ γίνῃ ἡ δημιουργία νέων δαπανῶν ἀλλ' ἐξευρεθῇ ὁ τρόπος ὅπως ἀποσυρθοῦν καὶ τὰ κατατεθειμένα εἰς τὴν Βουλὴν νομοσχέδια τὰ ὁποῖα δημιουργοῦν δαπάνας.	[415, 507, 625, 643]
article-paragraph: Ἐκ τῶν ὅλων πληροφοριῶν προκύπτει ὅτι ὁ Μπένετ ἦτο ἐκ τῶν ἀρχηγῶν τῆς σπείρας, ἐπιτυχὼν νὰ συγκεντρώσῃ σημαντικὰ ποσὰ ἐξ ἀγοραστῶν.	[635, 1194, 846, 1269]
article-paragraph: Ὑπογραφὲν παρὰ τοῦ κ. Προέδρου τῆς Δημοκρατίας ἀπεστάλη εἰς τὴν «Ἐφημερίδα τῆς Κυβερνήσεως» διάταγμα διὰ τοῦ ὁποίου μετατίθενται οἱ ἑξῆς ἀξιωματικοί.	[856, 1498, 1067, 1588]
article-headline: ΓΑΛΛΙΑΣ ΚΑΙ ΑΜΕΡΙΚΗΣ	[1165, 515, 1343, 531]
article-headline: ΑΠΟΚΑΤΑΣΤΑΣΕΩΣ ΠΡΟΣΦΥΓΩΝ	[1135, 725, 1373, 740]
article-paragraph: Ὁλόκληρος ὁ ξένος Τύπος πληρούται ἐγκωμίων πρὸς τὸν στρατάρχην διὰ τὴν μεγάλην του συμβολὴν εἰς τὴν τελικὴν νίκην τῶν Συμμάχων διὰ τῆς ἐπιτυχοῦς καταστροφῆς τοῦ ἐχθροῦ.	[219, 930, 402, 1035]
article-paragraph: ΠΑΡΙΣΙΟΙ, 2 Μαρτίου.— Τηλεγραφοῦν ἐξ Οὐασιγκτῶνος ὅτι συνεπείᾳ τῆς Γαλλικῆς ἀπαντήσεως πληροφοροῦν οἱ ἐπίσημοι κύκλοι ὅτι ἡ Γαλλία ἐξακολουθεῖ νὰ ἐπιμένῃ εἰς τὴν ὑπογραφὴν συνθήκης μὲ τὰς Ἡνωμένας Πολιτείας διὰ τὸν ἐξοστρακισμὸν τοῦ πολέμου.	[1079, 550, 1429, 625]
column-separator	[1072, 46, 1074, 1966]
subheading: ΑΙ ΕΡΓΑΣΙΑΙ ΤΗΣ ΒΟΥΛΗΣ	[452, 647, 588, 659]
section-rule	[1079, 844, 1429, 846]
article-paragraph: Τὰ μέλη τοῦ Συλλόγου τῶν ἐν τῷ πολέμῳ ἀναπήρων προσκαλοῦνται ὅπως παραστῶσιν ἐν τῇ ἐκκλησίᾳ.	[1079, 1018, 1429, 1048]
article-headline: Η ΣΥΓΚΕΝΤΡΩΣΙΣ ΤΩΝ ΑΝΤΙΠΡΟΣΩΠΩΝ	[39, 109, 390, 128]
article-paragraph: Ἡ ἀγγελία αὕτη τὴν ὁποίαν οἱ Κροάται ἐπέμειναν εἰς τὸ νὰ ἐπιβάλουν εἰς τὸ κράτος προεκάλεσε μεγάλας ταραχάς. Ἐκλέξαντες ὅτι ὁ Ραντὶτς εἶνε εἰς τὴν αἴθουσαν ἐζήτουν τὴν ἄμεσον ἀνάληψιν τῆς Κυβερνήσεως. Τὸ Προεδρεῖον διέκοψε τὴν συνεδρίασιν.	[1079, 318, 1429, 392]
article-paragraph: Ἐκ τῶν κληρονόμων τοῦ Χαμίτ μόνον ἡ πριγκὴψ Ἀβδοὺλ Καδὴρ δὲν εἶχεν εἰς τὸν Μπένετ ἐκχωρήσει τὰ δικαιώματά της. Αἱ λοιπαὶ ἐκχωρήσεις ἔγιναν πρὸς τὴν Ἑταιρείαν.	[856, 1085, 1067, 1175]
memorial-name: ΓΕΩΡΓΙΟΥ ΟΙΚΟΝΟΜΟΠΟΥΛΟΥ	[36, 2387, 200, 2399]
section-rule	[1079, 697, 1429, 699]
memorial-paragraph: παρακαλοῦμεν τοὺς συγγενεῖς καὶ φίλους ὅπως εὐαρεστούμενοι προσέλθωσι καὶ συνενώσωσι μεθ' ἡμῶν τὰς πρὸς τὸν Ὕψιστον δεήσεις των.	[27, 2402, 209, 2466]
article-headline: ΝΕΑ ΕΠΕΙΣΟΔΙΑ	[1176, 85, 1332, 106]
article-paragraph: Ἀνακοινοῦται ὅτι τὸ Ὑπουργεῖον τῶν Ἐξωτερικῶν θὰ ἀπαντήσῃ συντόμως εἰς τὰς προτάσεις τῆς Γαλλίας, ἀλλὰ μᾶλλον δὲν θὰ δεχθῇ τὴν ὑπογραφὴν τοιαύτης συνθήκης μεταξὺ μόνον τῶν δύο κρατῶν.	[1079, 629, 1429, 689]
memorial-notice	[27, 2260, 209, 2575]
article-paragraph: Ὡς σημειοῦται ὁ Μπένετ παρουσιάζετο ὡς ἀντιπρόσωπος Ἀγγλικῶν κεφαλαίων.	[856, 1019, 1067, 1064]
subheading: ΠΟΙΟΣ ΟΜΠΕΝΕΤ	[474, 1500, 566, 1512]
article-paragraph: Κατὰ τὴν ἐπανελθοῦσαν συζήτησιν μετὰ τοῦ δημοσιογράφου ὁ κ. Καφαντάρης ἀφῆκε σαφῶς νὰ ἐννοηθῇ ὅτι αἱ ἐντολαὶ τῆς Κυβερνήσεως διὰ τὸ ζήτημα τῆς ὁδοποιΐας θὰ ἀνακινηθοῦν μετὰ τὴν ψήφισιν τῶν ἐθνικῶν συμβάσεων.	[856, 499, 1067, 603]
section-rule	[636, 1507, 846, 1508]
article-paragraph: Ὁ σωφὴρ τοῦ αὐτοκινήτου συνελήφθη ὑπὸ τῆς Ἀστυνομίας.	[219, 1763, 402, 1809]
section-rule	[27, 2251, 402, 2253]
